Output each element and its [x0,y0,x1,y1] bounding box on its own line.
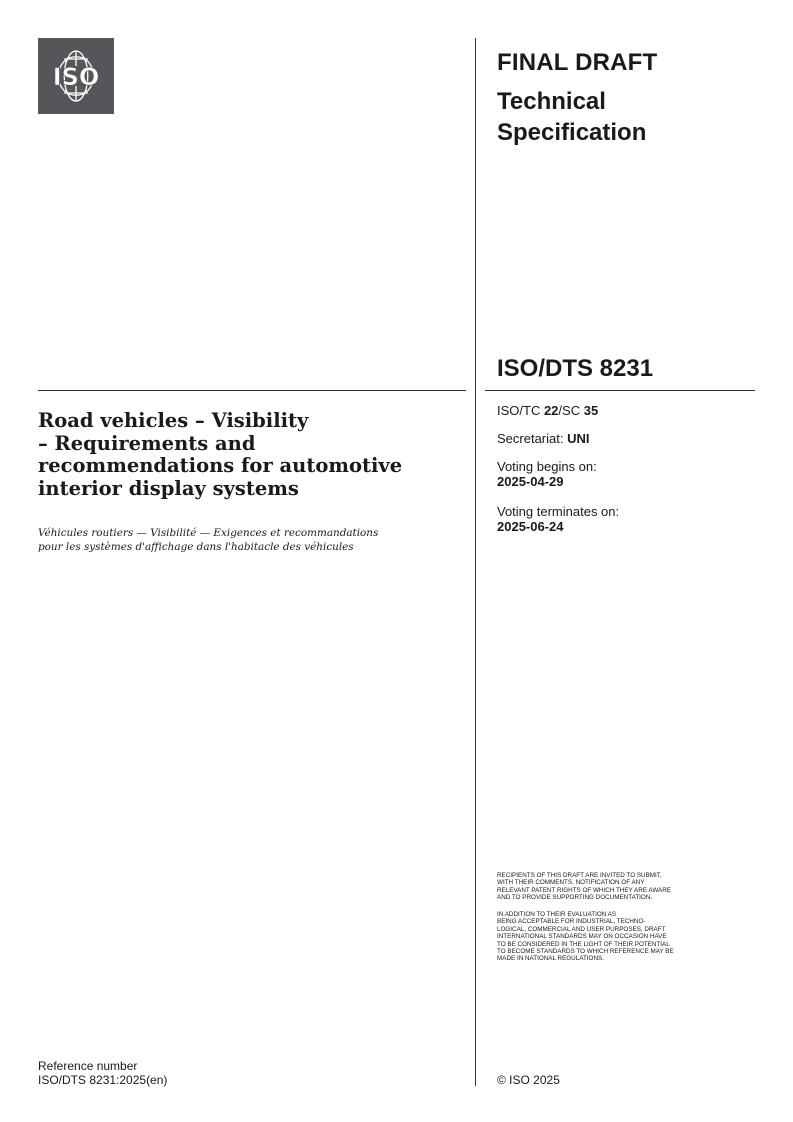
notice-line: IN ADDITION TO THEIR EVALUATION AS [497,911,617,918]
document-number: ISO/DTS 8231 [497,355,654,382]
notice-line: BEING ACCEPTABLE FOR INDUSTRIAL, TECHNO- [497,918,646,926]
english-title-line: interior display systems [38,476,299,500]
english-title [38,410,468,500]
draft-status: FINAL DRAFT [497,49,658,76]
voting-begins [497,459,597,489]
voting-terminates-date: 2025-06-24 [497,519,564,534]
notice-line: RECIPIENTS OF THIS DRAFT ARE INVITED TO SUBMIT, [497,872,662,879]
english-title-line: – Requirements and [38,431,256,455]
voting-terminates-label: Voting terminates on: [497,504,620,519]
notice-line: WITH THEIR COMMENTS, NOTIFICATION OF ANY [497,879,645,887]
iso-globe-logo-icon [38,38,114,114]
title-rule-right [485,390,755,391]
reference-number [38,1060,167,1087]
reference-label: Reference number [38,1059,138,1073]
copyright: © ISO 2025 [497,1073,560,1087]
title-rule-left [38,390,466,391]
french-title-line: Véhicules routiers — Visibilité — Exigences et recommandations [38,527,379,539]
notice-line: MADE IN NATIONAL REGULATIONS. [497,955,604,963]
document-type-line: Technical [497,88,606,115]
document-type-line: Specification [497,119,647,146]
notice-line: RELEVANT PATENT RIGHTS OF WHICH THEY ARE AWARE [497,886,672,894]
french-title-line: pour les systèmes d'affichage dans l'habitacle des véhicules [38,541,354,553]
regulation-notice [497,911,757,963]
secretariat-line: Secretariat: UNI [497,431,590,446]
notice-line: TO BE CONSIDERED IN THE LIGHT OF THEIR POTENTIAL [497,940,670,948]
notice-line: AND TO PROVIDE SUPPORTING DOCUMENTATION. [497,894,653,902]
english-title-line: Road vehicles – Visibility [38,409,309,432]
notice-line: LOGICAL, COMMERCIAL AND USER PURPOSES, DRAFT [497,925,666,933]
patent-notice [497,872,757,902]
voting-terminates [497,504,619,534]
sc-number: 35 [583,403,599,418]
tc-number: 22 [543,403,559,418]
notice-line: INTERNATIONAL STANDARDS MAY ON OCCASION HAVE [497,933,667,941]
voting-begins-date: 2025-04-29 [497,474,564,489]
committee-line: ISO/TC 22/SC 35 [497,403,599,418]
notice-line: TO BECOME STANDARDS TO WHICH REFERENCE MAY BE [497,948,674,956]
iso-logo-text: ISO [52,63,100,91]
document-type [497,86,747,148]
vertical-divider [475,38,476,1086]
reference-value: ISO/DTS 8231:2025(en) [38,1072,168,1087]
english-title-line: recommendations for automotive [38,454,403,477]
french-title [38,526,458,554]
iso-logo [38,38,114,114]
secretariat-value: UNI [567,431,590,446]
voting-begins-label: Voting begins on: [497,459,597,474]
